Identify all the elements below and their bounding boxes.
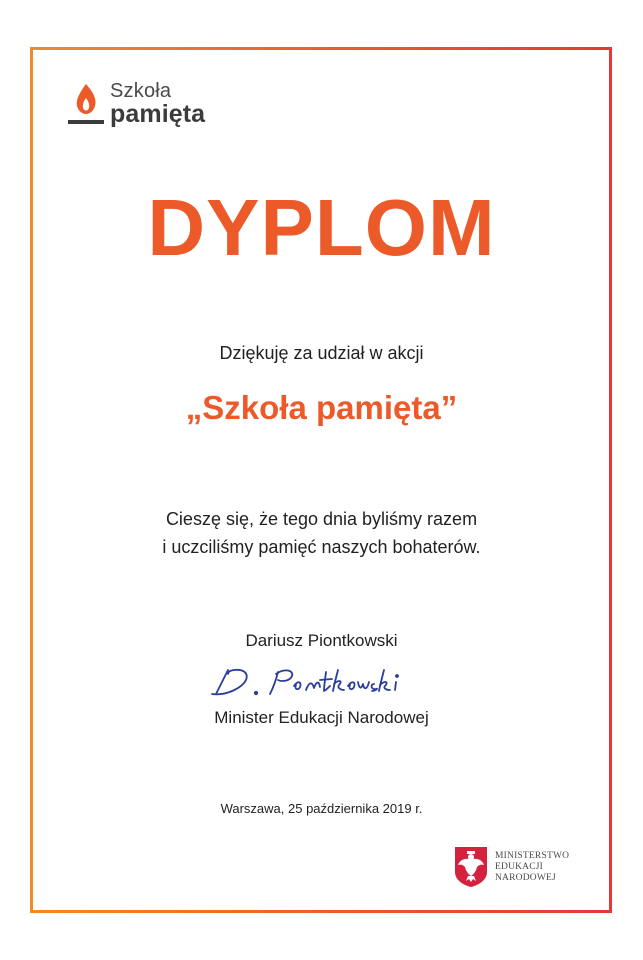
message-text (0, 505, 643, 561)
thanks-text: Dziękuję za udział w akcji (219, 343, 424, 363)
message-line-1: Cieszę się, że tego dnia byliśmy razem (165, 509, 478, 529)
szkola-pamieta-logo (66, 80, 236, 130)
ministry-line-2: EDUKACJI (495, 862, 544, 872)
signer-role: Minister Edukacji Narodowej (214, 708, 429, 727)
eagle-emblem-icon (454, 846, 488, 888)
ministry-logo (454, 846, 594, 896)
flame-icon (66, 82, 106, 128)
place-and-date: Warszawa, 25 października 2019 r. (220, 801, 423, 816)
diploma-title: DYPLOM (147, 183, 496, 272)
ministry-line-3: NARODOWEJ (495, 873, 556, 883)
message-line-2: i uczciliśmy pamięć naszych bohaterów. (162, 537, 481, 557)
logo-text-line2: pamięta (110, 100, 206, 128)
logo-text-line1: Szkoła (110, 80, 172, 102)
diploma-frame (30, 47, 612, 913)
signer-name: Dariusz Piontkowski (245, 631, 398, 650)
ministry-name (495, 851, 569, 884)
campaign-name: „Szkoła pamięta” (185, 389, 458, 426)
handwritten-signature (206, 660, 436, 702)
ministry-line-1: MINISTERSTWO (495, 851, 570, 861)
